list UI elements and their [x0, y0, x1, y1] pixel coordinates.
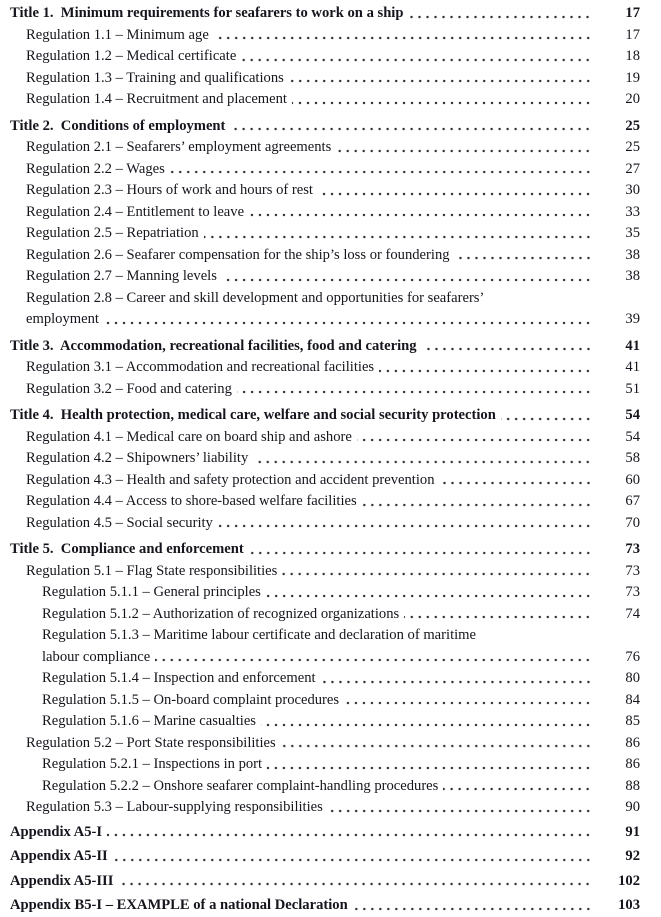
toc-entry-label: Regulation 5.1.2 – Authorization of recognized organizations: [42, 605, 400, 622]
page-number: 17: [625, 26, 640, 43]
toc-entry-label: Regulation 5.1 – Flag State responsibilities: [26, 562, 278, 579]
page-number: 90: [625, 799, 640, 815]
dot-leader: [104, 309, 594, 331]
toc-entry-label: Regulation 2.6 – Seafarer compensation for the ship’s loss or foundering: [26, 246, 450, 263]
toc-regulation-entry: [0, 625, 640, 668]
toc-entry-label: Title 1. Minimum requirements for seafarers to work on a ship: [10, 5, 404, 21]
toc-entry-label: Appendix B5-I – EXAMPLE of a national Declaration: [10, 897, 348, 913]
toc-entry-label: Regulation 2.8 – Career and skill development and opportunities for seafarers’: [26, 289, 485, 306]
dot-leader: [362, 491, 594, 513]
dot-leader: [344, 690, 594, 712]
toc-entry-label: Regulation 1.3 – Training and qualifications: [26, 69, 284, 86]
dot-leader: [353, 895, 594, 917]
dot-leader: [253, 448, 594, 470]
dot-leader: [266, 582, 594, 604]
toc-entry-label-continuation: employment: [26, 311, 99, 327]
dot-leader: [230, 116, 594, 138]
page-number: 80: [625, 670, 640, 686]
page-number: 20: [625, 91, 640, 107]
dot-leader: [218, 513, 594, 535]
page-number: 39: [625, 311, 640, 327]
dot-leader: [222, 266, 594, 288]
dot-leader: [249, 539, 594, 561]
dot-leader: [261, 711, 594, 733]
toc-regulation-entry: [0, 604, 640, 626]
toc-regulation-entry: [0, 776, 640, 798]
toc-regulation-entry: [0, 448, 640, 470]
toc-regulation-entry: [0, 202, 640, 224]
page-number: 60: [625, 471, 640, 488]
toc-regulation-entry: [0, 491, 640, 513]
page-number: 88: [625, 777, 640, 794]
toc-entry-label: Title 5. Compliance and enforcement: [10, 541, 244, 557]
toc-appendix-entry: [0, 871, 640, 893]
toc-regulation-entry: [0, 357, 640, 379]
page-number: 54: [625, 407, 640, 423]
page-number: 76: [625, 648, 640, 665]
toc-entry-label: Regulation 4.2 – Shipowners’ liability: [26, 450, 249, 466]
page-number: 54: [625, 428, 640, 445]
toc-regulation-entry: [0, 137, 640, 159]
toc-regulation-entry: [0, 797, 640, 819]
toc-title-entry: [0, 116, 640, 138]
toc-regulation-entry: [0, 180, 640, 202]
toc-title-entry: [0, 405, 640, 427]
toc-regulation-entry: [0, 46, 640, 68]
dot-leader: [113, 846, 594, 868]
dot-leader: [282, 561, 594, 583]
dot-leader: [318, 180, 594, 202]
toc-entry-label: Regulation 4.5 – Social security: [26, 514, 213, 531]
dot-leader: [237, 379, 594, 401]
dot-leader: [267, 754, 594, 776]
toc-entry-label: Regulation 1.1 – Minimum age: [26, 26, 209, 43]
page-number: 27: [625, 160, 640, 177]
dot-leader: [249, 202, 594, 224]
page-number: 73: [625, 584, 640, 600]
dot-leader: [328, 797, 594, 819]
page-number: 41: [625, 359, 640, 375]
toc-entry-label: Regulation 5.1.1 – General principles: [42, 584, 261, 600]
toc-regulation-entry: [0, 68, 640, 90]
toc-entry-label: Regulation 2.3 – Hours of work and hours of rest: [26, 182, 313, 198]
toc-regulation-entry: [0, 159, 640, 181]
page-number: 102: [618, 872, 640, 889]
page-number: 18: [625, 48, 640, 64]
toc-regulation-entry: [0, 288, 640, 331]
toc-entry-label: Regulation 3.1 – Accommodation and recreational facilities: [26, 359, 375, 375]
page-number: 73: [625, 562, 640, 579]
page-number: 17: [625, 5, 640, 21]
toc-entry-label: Regulation 2.7 – Manning levels: [26, 268, 217, 284]
page-number: 25: [625, 117, 640, 134]
toc-regulation-entry: [0, 245, 640, 267]
toc-regulation-entry: [0, 470, 640, 492]
dot-leader: [118, 871, 594, 893]
toc-entry-label: Title 3. Accommodation, recreational facilities, food and catering: [10, 337, 417, 354]
toc-entry-label: Regulation 5.2 – Port State responsibilities: [26, 734, 276, 751]
toc-regulation-entry: [0, 427, 640, 449]
dot-leader: [214, 25, 594, 47]
toc-entry-label-continuation: labour compliance: [42, 648, 151, 665]
toc-entry-label: Title 2. Conditions of employment: [10, 117, 226, 134]
toc-regulation-entry: [0, 668, 640, 690]
page-number: 38: [625, 246, 640, 263]
page-number: 30: [625, 182, 640, 198]
page-number: 91: [625, 823, 640, 840]
toc-entry-label: Appendix A5-III: [10, 872, 114, 889]
page-number: 70: [625, 514, 640, 531]
toc-entry-label: Regulation 5.1.4 – Inspection and enforcement: [42, 670, 316, 686]
dot-leader: [107, 822, 594, 844]
toc-regulation-entry: [0, 223, 640, 245]
toc-regulation-entry: [0, 513, 640, 535]
toc-entry-label: Regulation 4.1 – Medical care on board ship and ashore: [26, 428, 352, 445]
page-number: 25: [625, 139, 640, 155]
page-number: 19: [625, 69, 640, 86]
page-number: 103: [618, 897, 640, 913]
toc-regulation-entry: [0, 379, 640, 401]
page-number: 84: [625, 691, 640, 708]
dot-leader: [443, 776, 594, 798]
page-number: 35: [625, 225, 640, 241]
dot-leader: [404, 604, 594, 626]
toc-title-entry: [0, 336, 640, 358]
toc-entry-label: Regulation 5.1.6 – Marine casualties: [42, 713, 256, 729]
toc-entry-label: Regulation 5.2.2 – Onshore seafarer complaint-handling procedures: [42, 777, 439, 794]
dot-leader: [379, 357, 594, 379]
toc-entry-label: Regulation 1.4 – Recruitment and placement: [26, 91, 287, 107]
toc-entry-label: Regulation 3.2 – Food and catering: [26, 380, 232, 397]
toc-entry-label: Appendix A5-I: [10, 823, 103, 840]
page-number: 51: [625, 380, 640, 397]
page-number: 41: [625, 337, 640, 354]
page-number: 85: [625, 713, 640, 729]
page-number: 58: [625, 450, 640, 466]
toc-entry-label: Regulation 2.4 – Entitlement to leave: [26, 203, 245, 220]
dot-leader: [408, 3, 594, 25]
toc-title-entry: [0, 3, 640, 25]
toc-regulation-entry: [0, 582, 640, 604]
dot-leader: [336, 137, 594, 159]
dot-leader: [281, 733, 594, 755]
toc-entry-label: Appendix A5-II: [10, 848, 108, 864]
dot-leader: [455, 245, 594, 267]
page-number: 33: [625, 203, 640, 220]
toc-entry-label: Regulation 2.1 – Seafarers’ employment agreements: [26, 139, 332, 155]
dot-leader: [292, 89, 594, 111]
page-number: 73: [625, 541, 640, 557]
toc-regulation-entry: [0, 690, 640, 712]
toc-regulation-entry: [0, 25, 640, 47]
page-number: 67: [625, 493, 640, 509]
toc-entry-label: Regulation 5.2.1 – Inspections in port: [42, 756, 263, 772]
toc-entry-label: Regulation 5.3 – Labour-supplying responsibilities: [26, 799, 323, 815]
toc-entry-label: Regulation 1.2 – Medical certificate: [26, 48, 237, 64]
toc-regulation-entry: [0, 754, 640, 776]
page-number: 92: [625, 848, 640, 864]
page-number: 86: [625, 734, 640, 751]
page-number: 86: [625, 756, 640, 772]
toc-regulation-entry: [0, 561, 640, 583]
toc-entry-label: Regulation 4.4 – Access to shore-based welfare facilities: [26, 493, 357, 509]
toc-entry-label: Regulation 2.2 – Wages: [26, 160, 165, 177]
toc-regulation-entry: [0, 711, 640, 733]
dot-leader: [440, 470, 595, 492]
toc-appendix-entry: [0, 846, 640, 868]
toc-entry-label: Title 4. Health protection, medical care, welfare and social security protection: [10, 407, 496, 423]
dot-leader: [321, 668, 594, 690]
dot-leader: [422, 336, 594, 358]
dot-leader: [501, 405, 594, 427]
toc-entry-label: Regulation 4.3 – Health and safety protection and accident prevention: [26, 471, 435, 488]
toc-entry-label: Regulation 2.5 – Repatriation: [26, 225, 199, 241]
dot-leader: [241, 46, 594, 68]
dot-leader: [155, 647, 594, 669]
page-number: 38: [625, 268, 640, 284]
dot-leader: [204, 223, 594, 245]
toc-regulation-entry: [0, 89, 640, 111]
dot-leader: [289, 68, 594, 90]
toc-entry-label: Regulation 5.1.5 – On-board complaint procedures: [42, 691, 340, 708]
page-number: 74: [625, 605, 640, 622]
dot-leader: [170, 159, 594, 181]
toc-appendix-entry: [0, 895, 640, 917]
toc-title-entry: [0, 539, 640, 561]
toc-entry-label: Regulation 5.1.3 – Maritime labour certificate and declaration of maritime: [42, 627, 477, 643]
toc-regulation-entry: [0, 733, 640, 755]
toc-appendix-entry: [0, 822, 640, 844]
dot-leader: [357, 427, 594, 449]
toc-regulation-entry: [0, 266, 640, 288]
